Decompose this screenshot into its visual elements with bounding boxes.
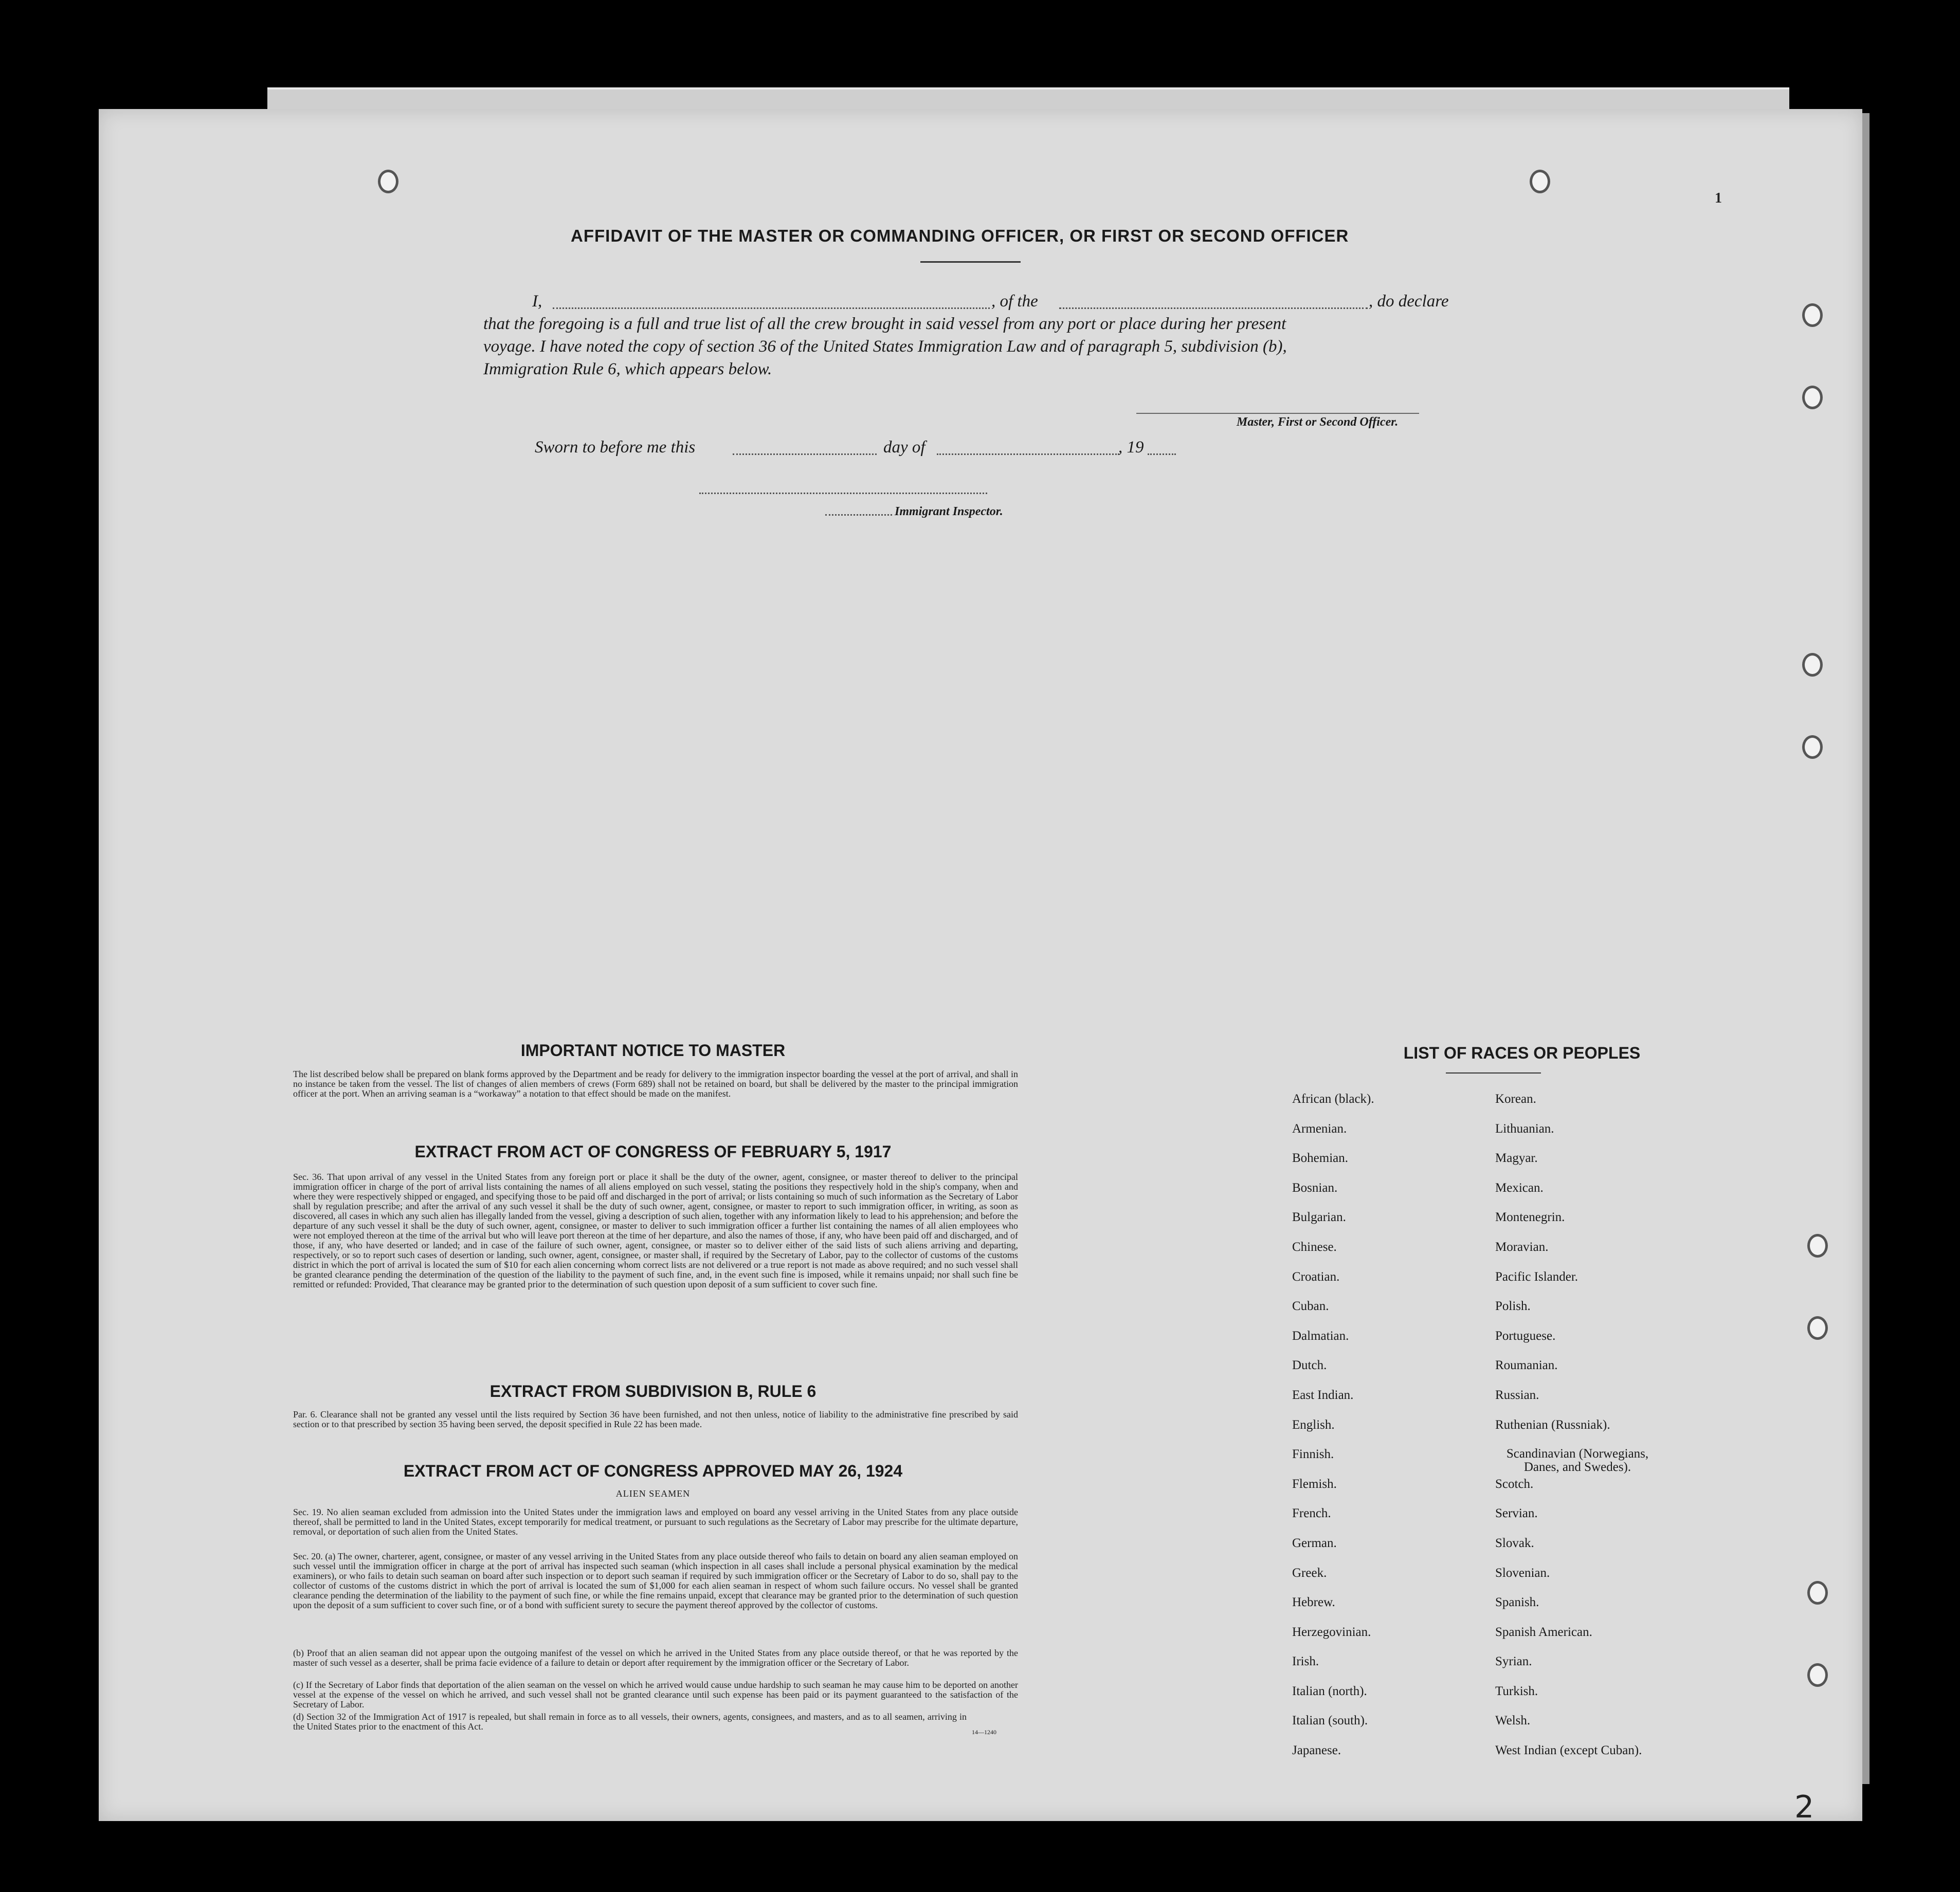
punch-hole-icon [1807, 1581, 1828, 1605]
race-item: Japanese. [1292, 1743, 1341, 1758]
vessel-blank-field[interactable] [1059, 307, 1368, 309]
signature-caption: Master, First or Second Officer. [1237, 415, 1399, 429]
race-item: German. [1292, 1536, 1337, 1550]
races-left-column [1292, 1092, 1374, 1773]
punch-hole-icon [378, 170, 398, 193]
signature-line[interactable] [1136, 413, 1419, 414]
race-item: Croatian. [1292, 1269, 1340, 1284]
act1924-sec20b: (b) Proof that an alien seaman did not appear upon the outgoing manifest of the vessel on which he arrived in the United States from any place outside thereof, or that he was reported by the master of such vessel as a deserter, shall be prima facie evidence of a failure to detain or deport after requirement by the immigration officer or the Secretary of Labor. [293, 1648, 1018, 1668]
punch-hole-icon [1807, 1234, 1828, 1258]
sworn-prefix: Sworn to before me this [535, 438, 696, 457]
affidavit-declare: , do declare [1369, 292, 1449, 311]
affidavit-title: AFFIDAVIT OF THE MASTER OR COMMANDING OFFICER, OR FIRST OR SECOND OFFICER [571, 226, 1349, 245]
race-item: Dalmatian. [1292, 1329, 1349, 1343]
name-blank-field[interactable] [553, 307, 990, 309]
punch-hole-icon [1807, 1663, 1828, 1687]
affidavit-i: I, [532, 292, 542, 311]
race-item: Bulgarian. [1292, 1210, 1346, 1225]
act1924-title: EXTRACT FROM ACT OF CONGRESS APPROVED MAY 26, 1924 [403, 1462, 903, 1480]
margin-mark-top: 1 [1715, 190, 1722, 206]
punch-hole-icon [1802, 386, 1823, 409]
punch-hole-icon [1802, 303, 1823, 327]
race-item: Spanish. [1495, 1595, 1539, 1610]
act1924-sec20c: (c) If the Secretary of Labor finds that deportation of the alien seaman on the vessel on which he arrived would cause undue hardship to such seaman he may cause him to be deported on another vessel at the expense of the vessel on which he arrived, and such vessel shall not be granted clearance until such expense has been paid or its payment guaranteed to the satisfaction of the Secretary of Labor. [293, 1680, 1018, 1709]
race-item: Russian. [1495, 1388, 1539, 1402]
rule6-body: Par. 6. Clearance shall not be granted any vessel until the lists required by Section 36 have been furnished, and not then unless, notice of liability to the administrative fine prescribed by said section or to that prescribed by section 35 having been served, the deposit specified in Rule 22 has been made. [293, 1409, 1018, 1429]
race-item: Korean. [1495, 1092, 1536, 1106]
notice-body: The list described below shall be prepared on blank forms approved by the Department and be ready for delivery to the immigration inspector boarding the vessel at the port of arrival, and shall in no instance be taken from the vessel. The list of changes of alien members of crews (Form 689) shall not be retained on board, but shall be delivered by the master to the principal immigration officer at the port. When an arriving seaman is a “workaway” a notation to that effect should be made on the manifest. [293, 1069, 1018, 1099]
act1924-subtitle: ALIEN SEAMEN [615, 1488, 691, 1499]
race-item: Italian (north). [1292, 1684, 1367, 1698]
act1924-sec20d: (d) Section 32 of the Immigration Act of 1917 is repealed, but shall remain in force as to all vessels, their owners, agents, consignees, and masters, and as to all seamen, arriving in the United States prior to the enactment of this Act. [293, 1712, 967, 1732]
race-item: Mexican. [1495, 1180, 1544, 1195]
race-item: Italian (south). [1292, 1714, 1368, 1728]
inspector-caption: Immigrant Inspector. [895, 505, 1003, 518]
sworn-year-field[interactable] [1148, 453, 1176, 455]
rule6-title: EXTRACT FROM SUBDIVISION B, RULE 6 [489, 1382, 816, 1400]
punch-hole-icon [1807, 1316, 1828, 1340]
affidavit-line-4: Immigration Rule 6, which appears below. [483, 360, 772, 378]
race-item: African (black). [1292, 1092, 1374, 1106]
page-edge-shadow [1862, 113, 1870, 1784]
race-item: Scandinavian (Norwegians, Danes, and Swedes). [1506, 1447, 1649, 1475]
form-number: 14—1240 [972, 1729, 996, 1736]
race-item: Turkish. [1495, 1684, 1538, 1698]
race-item: Slovak. [1495, 1536, 1534, 1550]
margin-mark-bottom: 2 [1794, 1789, 1814, 1825]
inspector-signature-field-2[interactable] [825, 514, 892, 516]
race-item: Portuguese. [1495, 1329, 1556, 1343]
punch-hole-icon [1530, 170, 1550, 193]
race-item: French. [1292, 1506, 1331, 1521]
sworn-month-field[interactable] [937, 453, 1119, 455]
race-item: Cuban. [1292, 1299, 1329, 1314]
race-item: Armenian. [1292, 1121, 1347, 1136]
notice-title: IMPORTANT NOTICE TO MASTER [520, 1041, 786, 1060]
race-item: Pacific Islander. [1495, 1269, 1578, 1284]
act1924-sec20a: Sec. 20. (a) The owner, charterer, agent, consignee, or master of any vessel arriving in the United States from any place outside thereof who fails to detain on board any alien seaman employed on such vessel until the immigration officer in charge at the port of arrival has inspected such seaman (which inspection in all cases shall include a personal physical examination by the medical examiners), or who fails to detain such seaman on board after such inspection or to deport such seaman if required by such immigration officer or the Secretary of Labor to do so, shall pay to the collector of customs of the customs district in which the port of arrival is located the sum of $1,000 for each alien seaman in respect of whom such failure occurs. No vessel shall be granted clearance pending the determination of the liability to the payment of such fine, or while the fine remains unpaid, except that clearance may be granted prior to the determination of such question upon the deposit of a sum sufficient to cover such fine, or of a bond with sufficient surety to secure the payment thereof approved by the collector of customs. [293, 1551, 1018, 1610]
race-item: Scotch. [1495, 1477, 1534, 1491]
race-item: Lithuanian. [1495, 1121, 1554, 1136]
races-title: LIST OF RACES OR PEOPLES [1403, 1044, 1641, 1062]
race-item: Welsh. [1495, 1714, 1531, 1728]
affidavit-line-3: voyage. I have noted the copy of section 36 of the United States Immigration Law and of paragraph 5, subdivision (b), [483, 337, 1287, 356]
race-item: English. [1292, 1417, 1335, 1432]
race-item: Hebrew. [1292, 1595, 1335, 1610]
affidavit-line-2: that the foregoing is a full and true list of all the crew brought in said vessel from any port or place during her present [483, 315, 1286, 333]
race-item: Herzegovinian. [1292, 1625, 1371, 1639]
race-item: Bohemian. [1292, 1151, 1349, 1166]
race-item: Greek. [1292, 1566, 1327, 1580]
act1924-sec19: Sec. 19. No alien seaman excluded from admission into the United States under the immigration laws and employed on board any vessel arriving in the United States from any place outside thereof, shall be permitted to land in the United States, except temporarily for medical treatment, or pursuant to such regulations as the Secretary of Labor may prescribe for the ultimate departure, removal, or deportation of such alien from the United States. [293, 1507, 1018, 1537]
races-right-column [1495, 1092, 1660, 1773]
act1917-body: Sec. 36. That upon arrival of any vessel in the United States from any foreign port or place it shall be the duty of the owner, agent, consignee, or master thereof to deliver to the principal immigration officer in charge of the port of arrival lists containing the names of all aliens employed on such vessel, stating the positions they respectively hold in the ship's company, when and where they were respectively shipped or engaged, and specifying those to be paid off and discharged in the port of arrival; or lists containing so much of such information as the Secretary of Labor shall by regulation prescribe; and after the arrival of any such vessel it shall be the duty of such owner, agent, consignee, or master to report to such immigration officer, in writing, as soon as discovered, all cases in which any such alien has illegally landed from the vessel, giving a description of such alien, together with any information likely to lead to his apprehension; and before the departure of any such vessel it shall be the duty of such owner, agent, consignee, or master to deliver to such immigration officer a further list containing the names of all alien employees who were not employed thereon at the time of the arrival but who will leave port thereon at the time of her departure, and also the names of those, if any, who have been paid off and discharged, and of those, if any, who have deserted or landed; and in case of the failure of such owner, agent, consignee, or master so to deliver either of the said lists of such aliens arriving and departing, respectively, or so to report such cases of desertion or landing, such owner, agent, consignee, or master shall, if required by the Secretary of Labor, pay to the collector of customs of the customs district in which the port of arrival is located the sum of $10 for each alien concerning whom correct lists are not delivered or a true report is not made as above required; and no such vessel shall be granted clearance pending the determination of the question of the liability to the payment of such fine, and, in the event such fine is imposed, while it remains unpaid; nor shall such fine be remitted or refunded: Provided, That clearance may be granted prior to the determination of such question upon deposit of a sum sufficient to cover such fine. [293, 1172, 1018, 1289]
inspector-signature-field[interactable] [699, 493, 987, 494]
sworn-day-of: day of [883, 438, 925, 457]
race-item: Irish. [1292, 1654, 1319, 1669]
race-item: Slovenian. [1495, 1566, 1550, 1580]
race-item: Magyar. [1495, 1151, 1538, 1166]
race-item: Finnish. [1292, 1447, 1334, 1462]
race-item: Flemish. [1292, 1477, 1337, 1491]
affidavit-of-the: , of the [991, 292, 1038, 311]
race-item: Ruthenian (Russniak). [1495, 1417, 1610, 1432]
race-item: Dutch. [1292, 1358, 1327, 1373]
sworn-day-field[interactable] [733, 453, 877, 455]
race-item: Chinese. [1292, 1240, 1337, 1254]
punch-hole-icon [1802, 653, 1823, 677]
race-item: Bosnian. [1292, 1180, 1338, 1195]
act1917-title: EXTRACT FROM ACT OF CONGRESS OF FEBRUARY 5, 1917 [414, 1142, 892, 1161]
sworn-year: , 19 [1118, 438, 1144, 457]
race-item: Moravian. [1495, 1240, 1549, 1254]
race-item: Servian. [1495, 1506, 1538, 1521]
race-item: Roumanian. [1495, 1358, 1558, 1373]
race-item: Spanish American. [1495, 1625, 1592, 1639]
race-item: Syrian. [1495, 1654, 1532, 1669]
race-item: Polish. [1495, 1299, 1531, 1314]
race-item: West Indian (except Cuban). [1495, 1743, 1642, 1758]
title-underline [920, 261, 1021, 263]
race-item: East Indian. [1292, 1388, 1354, 1402]
races-title-underline [1446, 1072, 1541, 1074]
punch-hole-icon [1802, 735, 1823, 759]
underlying-page-edge [267, 87, 1789, 110]
race-item: Montenegrin. [1495, 1210, 1565, 1225]
